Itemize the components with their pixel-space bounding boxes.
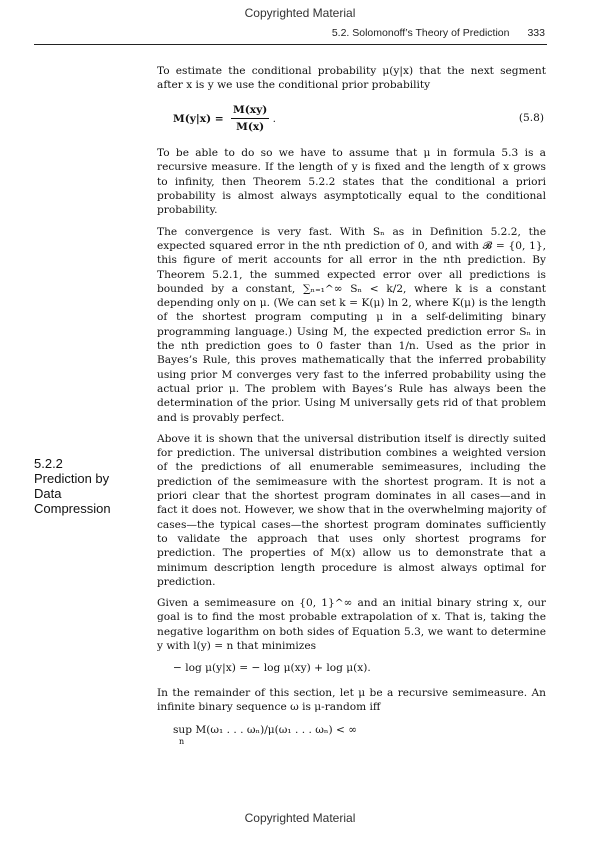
equation-tail: . [272,112,277,125]
sidehead-line: Compression [34,501,111,516]
equation-sup [157,724,546,746]
equation-body [173,103,276,135]
equation-neg-log: − log μ(y|x) = − log μ(xy) + log μ(x). [173,662,371,675]
fraction-denominator: M(x) [236,120,265,133]
running-head [301,27,545,39]
copyright-banner-top: Copyrighted Material [244,6,356,20]
section-title: 5.2. Solomonoff’s Theory of Prediction [331,27,510,39]
sidehead-number: 5.2.2 [34,456,63,471]
equation-fraction [231,103,269,135]
paragraph: Above it is shown that the universal distribution itself is directly suited for prediction. The universal distribution combines a weighted version of the predictions of all enumerable semimeasures, including the prediction of the semimeasure with the shortest program. It is not a priori clear that the shortest program dominates in all cases—and in fact it does not. However, we show that in the overwhelming majority of cases—the typical cases—the shortest program dominates sufficiently to validate the approach that uses only shortest programs for prediction. The properties of M(x) allow us to demonstrate that a minimum description length procedure is almost always optimal for prediction. [157,432,546,588]
paragraph: Given a semimeasure on {0, 1}^∞ and an initial binary string x, our goal is to find the most probable extrapolation of x. That is, taking the negative logarithm on both sides of Equation 5.3, we want to determine y with l(y) = n that minimizes [157,597,546,652]
section-sidehead [34,456,144,516]
equation-5-8 [157,103,546,135]
paragraph: The convergence is very fast. With Sₙ as in Definition 5.2.2, the expected squared error in the nth prediction of 0, and with 𝓑 = {0, 1}, this figure of merit accounts for all error in the nth prediction. By Theorem 5.2.1, the summed expected error over all predictions is bounded by a constant, ∑ₙ₌₁^∞ Sₙ < k/2, where k is a constant depending only on μ. (We can set k = K(μ) ln 2, where K(μ) is the length of the shortest program computing μ in a self-delimiting binary programming language.) Using M, the expected prediction error Sₙ in the nth prediction goes to 0 faster than 1/n. Used as the prior in Bayes’s Rule, this proves mathematically that the inferred probability using prior M converges very fast to the inferred probability using the actual prior μ. The problem with Bayes’s Rule has always been the determination of the prior. Using M universally gets rid of that problem and is provably perfect. [157,225,546,424]
main-text [157,64,546,756]
paragraph: To be able to do so we have to assume that μ in formula 5.3 is a recursive measure. If the length of y is fixed and the length of x grows to infinity, then Theorem 5.2.2 states that the conditional a priori probability is almost always asymptotically equal to the conditional probability. [157,147,546,217]
page-number: 333 [527,27,545,39]
equation-sup-subscript: n [179,737,185,747]
equation-number: (5.8) [518,112,544,125]
sidehead-line: Data [34,486,62,501]
fraction-numerator: M(xy) [231,103,269,119]
paragraph: In the remainder of this section, let μ be a recursive semimeasure. An infinite binary sequence ω is μ-random iff [157,686,546,713]
paragraph: To estimate the conditional probability μ(y|x) that the next segment after x is y we use the conditional prior probability [157,65,546,92]
header-rule [34,44,547,45]
equation-sup-body: sup M(ω₁ . . . ωₙ)/μ(ω₁ . . . ωₙ) < ∞ [173,724,358,737]
sidehead-line: Prediction by [34,471,110,486]
copyright-banner-bottom: Copyrighted Material [244,811,356,825]
equation-lhs: M(y|x) = [173,112,224,125]
